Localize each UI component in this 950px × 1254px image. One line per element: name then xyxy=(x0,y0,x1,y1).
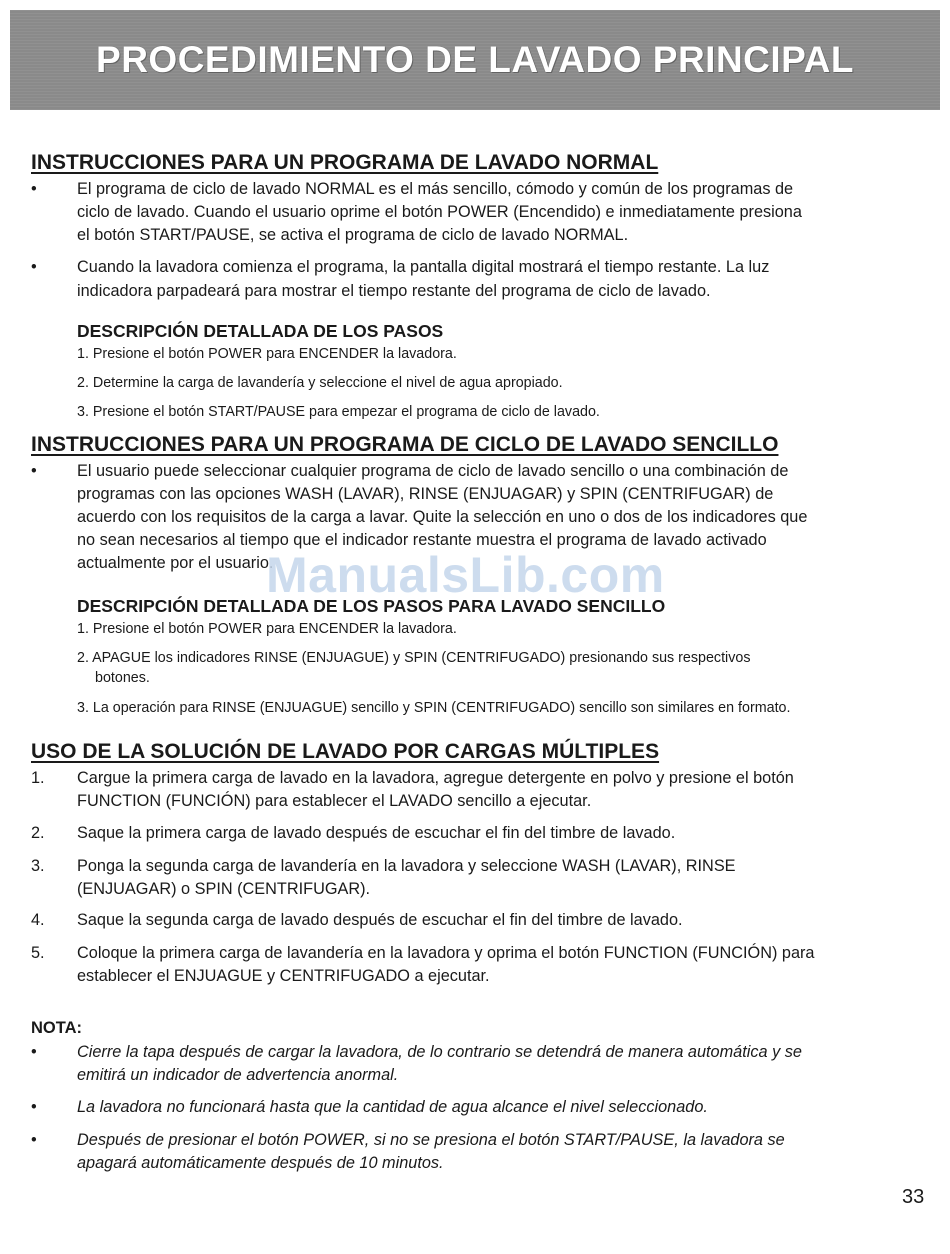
watermark: ManualsLib.com xyxy=(266,547,665,603)
step-item xyxy=(77,619,927,639)
text-line: El programa de ciclo de lavado NORMAL es el más sencillo, cómodo y común de los programas de xyxy=(77,180,794,198)
step-item: 1. Presione el botón POWER para ENCENDER la lavadora. xyxy=(77,346,457,362)
step-text: 1. Presione el botón POWER para ENCENDER la lavadora. xyxy=(77,621,457,637)
text-line: Después de presionar el botón POWER, si no se presiona el botón START/PAUSE, la lavadora se xyxy=(77,1131,785,1149)
section-heading-normal: INSTRUCCIONES PARA UN PROGRAMA DE LAVADO NORMAL xyxy=(31,151,659,174)
text-line: Saque la primera carga de lavado después de escuchar el fin del timbre de lavado. xyxy=(77,824,676,842)
item-number: 1. xyxy=(31,769,45,787)
text-line: Ponga la segunda carga de lavandería en la lavadora y seleccione WASH (LAVAR), RINSE xyxy=(77,857,736,875)
bullet: • xyxy=(31,180,37,198)
bullet: • xyxy=(31,258,37,276)
note-label: NOTA: xyxy=(31,1019,83,1037)
step-text: 2. APAGUE los indicadores RINSE (ENJUAGUE) y SPIN (CENTRIFUGADO) presionando sus respectivos xyxy=(77,650,751,666)
item-number: 2. xyxy=(31,824,45,842)
bullet: • xyxy=(31,1043,37,1061)
text-line: el botón START/PAUSE, se activa el programa de ciclo de lavado NORMAL. xyxy=(77,226,629,244)
text-line: FUNCTION (FUNCIÓN) para establecer el LAVADO sencillo a ejecutar. xyxy=(77,792,592,810)
steps-heading-normal: DESCRIPCIÓN DETALLADA DE LOS PASOS xyxy=(77,321,444,341)
page-title: PROCEDIMIENTO DE LAVADO PRINCIPAL xyxy=(96,39,854,80)
step-item xyxy=(77,648,927,688)
bullet: • xyxy=(31,1098,37,1116)
page-number: 33 xyxy=(902,1186,925,1208)
text-line: indicadora parpadeará para mostrar el tiempo restante del programa de ciclo de lavado. xyxy=(77,282,711,300)
text-line: programas con las opciones WASH (LAVAR), RINSE (ENJUAGAR) y SPIN (CENTRIFUGAR) de xyxy=(77,485,774,503)
steps-heading-simple: DESCRIPCIÓN DETALLADA DE LOS PASOS PARA LAVADO SENCILLO xyxy=(77,596,666,616)
step-text-continued: botones. xyxy=(95,670,150,686)
text-line: El usuario puede seleccionar cualquier programa de ciclo de lavado sencillo o una combinación de xyxy=(77,462,789,480)
text-line: no sean necesarios al tiempo que el indicador restante muestra el programa de lavado activado xyxy=(77,531,767,549)
text-line: acuerdo con los requisitos de la carga a lavar. Quite la selección en uno o dos de los indicadores que xyxy=(77,508,808,526)
step-text: 3. La operación para RINSE (ENJUAGUE) sencillo y SPIN (CENTRIFUGADO) sencillo son similares en formato. xyxy=(77,700,791,716)
item-number: 5. xyxy=(31,944,45,962)
text-line: establecer el ENJUAGUE y CENTRIFUGADO a ejecutar. xyxy=(77,967,490,985)
text-line: emitirá un indicador de advertencia anormal. xyxy=(77,1066,399,1084)
section-heading-simple: INSTRUCCIONES PARA UN PROGRAMA DE CICLO DE LAVADO SENCILLO xyxy=(31,433,779,456)
step-item xyxy=(77,698,927,718)
text-line: La lavadora no funcionará hasta que la cantidad de agua alcance el nivel seleccionado. xyxy=(77,1098,708,1116)
text-line: apagará automáticamente después de 10 minutos. xyxy=(77,1154,444,1172)
text-line: Saque la segunda carga de lavado después de escuchar el fin del timbre de lavado. xyxy=(77,911,683,929)
text-line: ciclo de lavado. Cuando el usuario oprime el botón POWER (Encendido) e inmediatamente presiona xyxy=(77,203,802,221)
item-number: 3. xyxy=(31,857,45,875)
section-heading-multi: USO DE LA SOLUCIÓN DE LAVADO POR CARGAS MÚLTIPLES xyxy=(31,740,660,763)
step-item: 2. Determine la carga de lavandería y seleccione el nivel de agua apropiado. xyxy=(77,375,563,391)
text-line: (ENJUAGAR) o SPIN (CENTRIFUGAR). xyxy=(77,880,371,898)
text-line: Cuando la lavadora comienza el programa, la pantalla digital mostrará el tiempo restante. La luz xyxy=(77,258,770,276)
item-number: 4. xyxy=(31,911,45,929)
title-banner xyxy=(10,10,940,110)
text-line: Cargue la primera carga de lavado en la lavadora, agregue detergente en polvo y presione el botón xyxy=(77,769,794,787)
text-line: actualmente por el usuario. xyxy=(77,554,274,572)
text-line: Cierre la tapa después de cargar la lavadora, de lo contrario se detendrá de manera automática y se xyxy=(77,1043,802,1061)
bullet: • xyxy=(31,462,37,480)
text-line: Coloque la primera carga de lavandería en la lavadora y oprima el botón FUNCTION (FUNCIÓN) para xyxy=(77,944,815,962)
step-item: 3. Presione el botón START/PAUSE para empezar el programa de ciclo de lavado. xyxy=(77,404,600,420)
bullet: • xyxy=(31,1131,37,1149)
